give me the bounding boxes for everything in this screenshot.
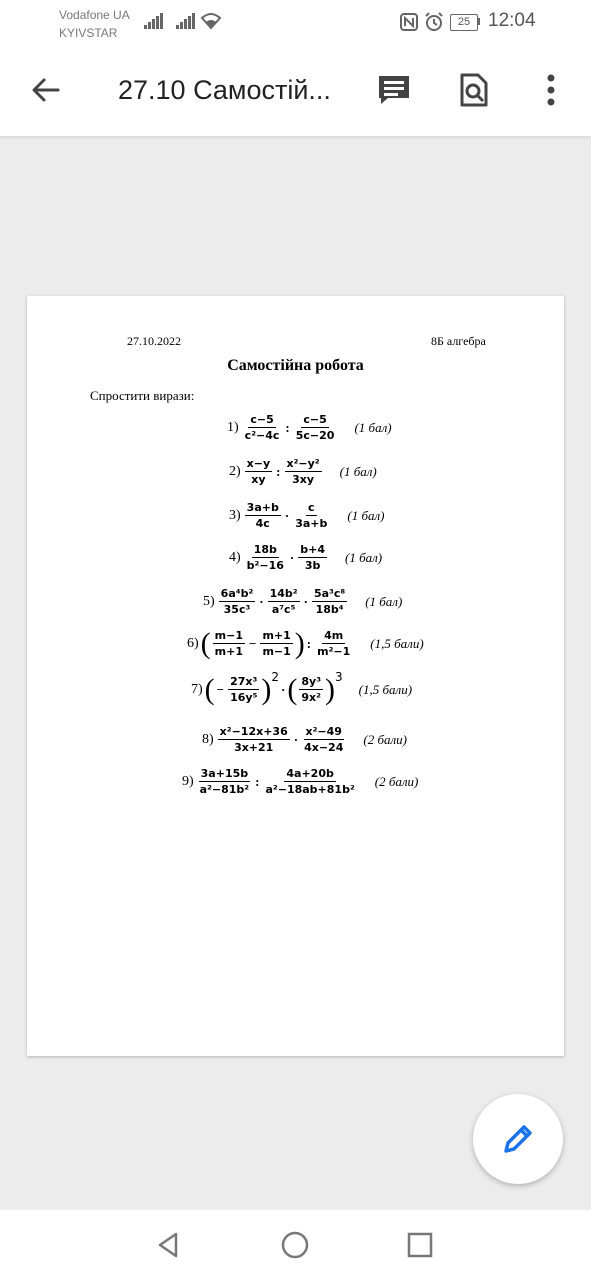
fraction [299,674,323,705]
fraction [302,724,345,755]
more-vert-icon[interactable] [533,72,569,108]
denominator: c²−4c [244,429,280,442]
points: (1 бал) [347,507,385,523]
right-paren: ) [261,672,272,706]
clock: 12:04 [488,10,536,31]
operator: · [259,593,264,609]
numerator: 6a⁴b² [220,587,254,600]
app-bar [0,48,591,137]
status-bar [0,0,591,48]
points: (1,5 бали) [358,681,413,697]
signal-icon [144,13,164,29]
operator: · [289,549,295,565]
edit-pencil-icon [501,1122,535,1156]
denominator: 16y⁵ [230,691,258,704]
operator: : [255,773,260,789]
battery-level: 25 [457,16,471,28]
numerator: 3a+15b [200,767,249,780]
fraction [260,628,292,659]
numerator: 4a+20b [286,767,334,780]
exponent: 2 [271,670,280,684]
denominator: 3x+21 [234,741,274,754]
fraction [315,628,352,659]
denominator: 35c³ [223,603,251,616]
points: (2 бали) [363,731,407,747]
exercise-number: 9) [182,773,194,789]
fraction [218,724,290,755]
denominator: 5c−20 [295,429,335,442]
denominator: a²−81b² [199,783,250,796]
points: (1 бал) [354,419,392,435]
alarm-icon [424,12,444,32]
sign: − [216,681,225,697]
denominator: m²−1 [317,645,351,658]
exercise-7 [191,670,413,706]
document-title: 27.10 Самостій... [118,75,331,105]
denominator: b²−16 [246,559,284,572]
denominator: m+1 [214,645,244,658]
denominator: 3a+b [295,517,328,530]
left-paren: ( [200,626,211,660]
numerator: x−y [246,457,271,470]
numerator: c [308,501,315,514]
exercise-1 [227,412,392,443]
battery-tip [477,18,480,25]
document-class: 8Б алгебра [431,334,486,348]
denominator: m−1 [262,645,291,658]
operator: − [249,635,257,651]
numerator: 27x³ [230,675,258,688]
numerator: x²−49 [305,725,342,738]
fraction [268,586,300,617]
exercise-number: 4) [229,549,241,565]
right-paren: ) [294,626,305,660]
points: (1,5 бали) [370,635,424,651]
denominator: 4c [255,517,270,530]
denominator: 3xy [292,473,315,486]
carrier-2: KYIVSTAR [59,26,118,40]
fraction [213,628,245,659]
denominator: a²−18ab+81b² [265,783,355,796]
exercise-number: 7) [191,681,203,697]
document-date: 27.10.2022 [127,334,181,348]
numerator: 5a³c⁸ [313,587,346,600]
carrier-1: Vodafone UA [59,8,130,22]
exercise-number: 3) [229,507,241,523]
numerator: x²−12x+36 [219,725,288,738]
fraction [298,542,327,573]
exercise-4 [229,542,382,573]
left-paren: ( [287,672,298,706]
fraction [293,500,329,531]
denominator: 18b⁴ [315,603,344,616]
numerator: m+1 [262,629,291,642]
numerator: m−1 [214,629,244,642]
fraction [228,674,259,705]
numerator: 4m [324,629,344,642]
exercise-9 [182,766,418,797]
denominator: xy [251,473,266,486]
operator: · [281,681,286,697]
signal-icon-2 [176,13,196,29]
exercise-3 [229,500,384,531]
fraction [294,412,337,443]
nav-recents-icon[interactable] [405,1230,435,1260]
denominator: 9x² [301,691,321,704]
edit-fab-button[interactable] [473,1094,563,1184]
operator: : [285,419,290,435]
operator: · [303,593,308,609]
find-in-page-icon[interactable] [456,72,492,108]
fraction [245,500,281,531]
exercise-2 [229,456,377,487]
numerator: 8y³ [301,675,322,688]
exercise-number: 5) [203,593,215,609]
exercise-6 [187,628,424,659]
numerator: x²−y² [286,457,320,470]
fraction [243,412,282,443]
fraction [219,586,256,617]
denominator: 3b [304,559,321,572]
exercise-number: 6) [187,635,199,651]
back-arrow-icon[interactable] [28,72,64,108]
numerator: c−5 [250,413,274,426]
exercise-number: 8) [202,731,214,747]
nfc-icon [400,13,418,31]
right-paren: ) [325,672,336,706]
denominator: 4x−24 [304,741,344,754]
numerator: b+4 [300,543,325,556]
points: (2 бали) [374,773,419,789]
fraction [285,456,322,487]
document-page [27,296,564,1056]
numerator: 14b² [269,587,298,600]
operator: : [276,463,281,479]
exercise-5 [203,586,402,617]
fraction [312,586,347,617]
battery-icon [450,14,478,31]
exercise-number: 1) [227,419,239,435]
numerator: 18b [253,543,277,556]
fraction [263,766,356,797]
document-heading: Самостійна робота [227,357,364,374]
exercise-number: 2) [229,463,241,479]
nav-back-icon[interactable] [154,1230,184,1260]
wifi-icon [200,12,222,30]
fraction [198,766,251,797]
points: (1 бал) [344,549,383,565]
denominator: a⁷c⁵ [271,603,296,616]
exponent: 3 [335,670,343,684]
carrier-info [59,6,130,42]
exercise-8 [202,724,407,755]
system-nav-bar [0,1210,591,1280]
instruction: Спростити вирази: [90,388,195,403]
operator: · [293,731,299,747]
nav-home-icon[interactable] [280,1230,310,1260]
numerator: 3a+b [246,501,279,514]
points: (1 бал) [339,463,377,479]
fraction [245,542,286,573]
operator: : [306,635,312,651]
numerator: c−5 [303,413,327,426]
left-paren: ( [204,672,215,706]
fraction [245,456,272,487]
comment-icon[interactable] [376,72,412,108]
points: (1 бал) [365,593,403,609]
operator: · [284,507,290,523]
